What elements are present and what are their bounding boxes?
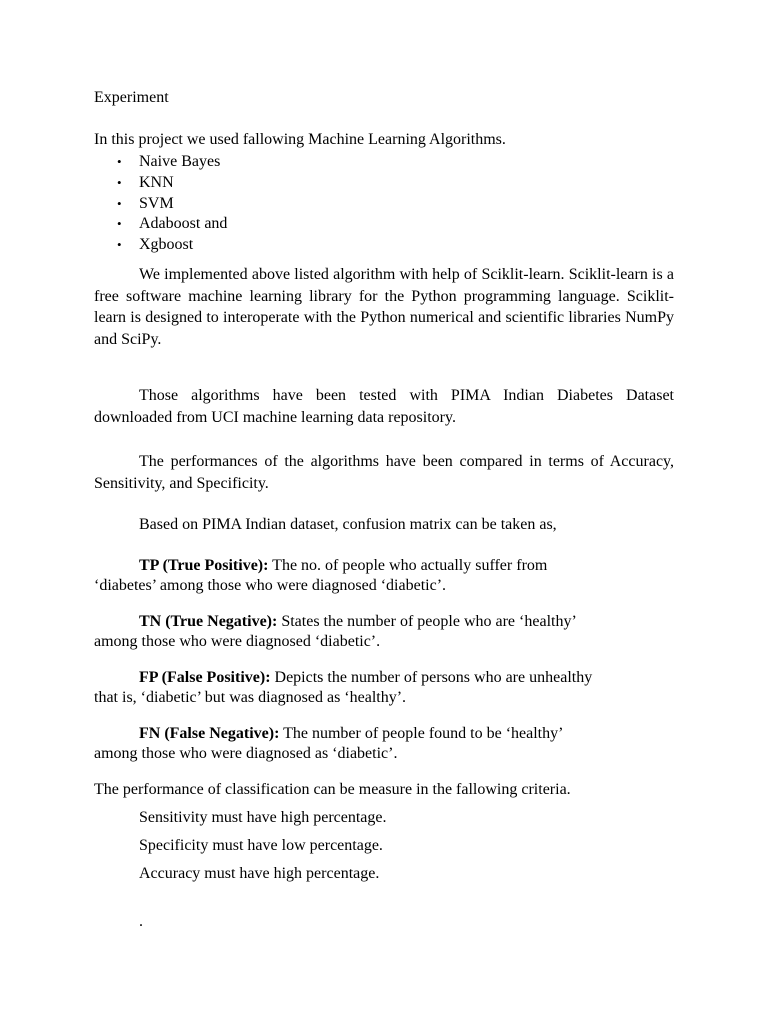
paragraph-implementation: We implemented above listed algorithm with help of Sciklit-learn. Sciklit-learn is a free software machine learning library for the Python programming language. Sciklit-learn is designed to interoperate with the Python numerical and scientific libraries NumPy and SciPy.: [94, 266, 674, 348]
intro-sentence: In this project we used fallowing Machine Learning Algorithms.: [94, 131, 506, 148]
definition-false-negative: [94, 724, 674, 764]
definition-text-continued: among those who were diagnosed as ‘diabetic’.: [94, 745, 398, 762]
list-item: [94, 173, 494, 194]
definition-term: TN (True Negative):: [139, 613, 278, 630]
definition-false-positive: [94, 668, 674, 708]
section-heading: Experiment: [94, 89, 169, 106]
definition-text-continued: ‘diabetes’ among those who were diagnosed ‘diabetic’.: [94, 577, 447, 594]
algorithm-list: [94, 152, 494, 256]
list-item-label: Adaboost and: [139, 215, 228, 233]
paragraph-performance: The performances of the algorithms have been compared in terms of Accuracy, Sensitivity, and Specificity.: [94, 453, 674, 492]
criterion-sensitivity: Sensitivity must have high percentage.: [139, 809, 387, 826]
list-item: [94, 235, 494, 256]
definition-term: FN (False Negative):: [139, 725, 280, 742]
paragraph-dataset: Those algorithms have been tested with PIMA Indian Diabetes Dataset downloaded from UCI machine learning data repository.: [94, 387, 674, 426]
list-item-label: SVM: [139, 194, 174, 212]
list-item-label: KNN: [139, 173, 174, 191]
list-item: [94, 214, 494, 235]
trailing-period: .: [139, 913, 143, 930]
criteria-intro: The performance of classification can be measure in the fallowing criteria.: [94, 781, 571, 798]
definition-text: Depicts the number of persons who are unhealthy: [270, 669, 593, 686]
bullet-icon: •: [117, 216, 122, 232]
list-item-label: Naive Bayes: [139, 153, 221, 170]
bullet-icon: •: [117, 195, 122, 211]
list-item: [94, 194, 494, 215]
list-item-label: Xgboost: [139, 236, 194, 254]
bullet-icon: •: [117, 154, 122, 169]
definition-text-continued: among those who were diagnosed ‘diabetic’.: [94, 633, 381, 650]
definition-true-positive: [94, 556, 674, 596]
definition-text: States the number of people who are ‘healthy’: [277, 613, 577, 630]
definition-text: The number of people found to be ‘healthy’: [279, 725, 564, 742]
definition-term: FP (False Positive):: [139, 669, 271, 686]
bullet-icon: •: [117, 174, 122, 190]
bullet-icon: •: [117, 237, 122, 253]
definition-text: The no. of people who actually suffer from: [268, 557, 548, 574]
criterion-accuracy: Accuracy must have high percentage.: [139, 865, 380, 882]
definition-true-negative: [94, 612, 674, 652]
paragraph-confusion-matrix: Based on PIMA Indian dataset, confusion matrix can be taken as,: [139, 516, 557, 533]
list-item: [94, 152, 494, 173]
definition-term: TP (True Positive):: [139, 557, 269, 574]
criterion-specificity: Specificity must have low percentage.: [139, 837, 383, 854]
definition-text-continued: that is, ‘diabetic’ but was diagnosed as ‘healthy’.: [94, 689, 407, 706]
